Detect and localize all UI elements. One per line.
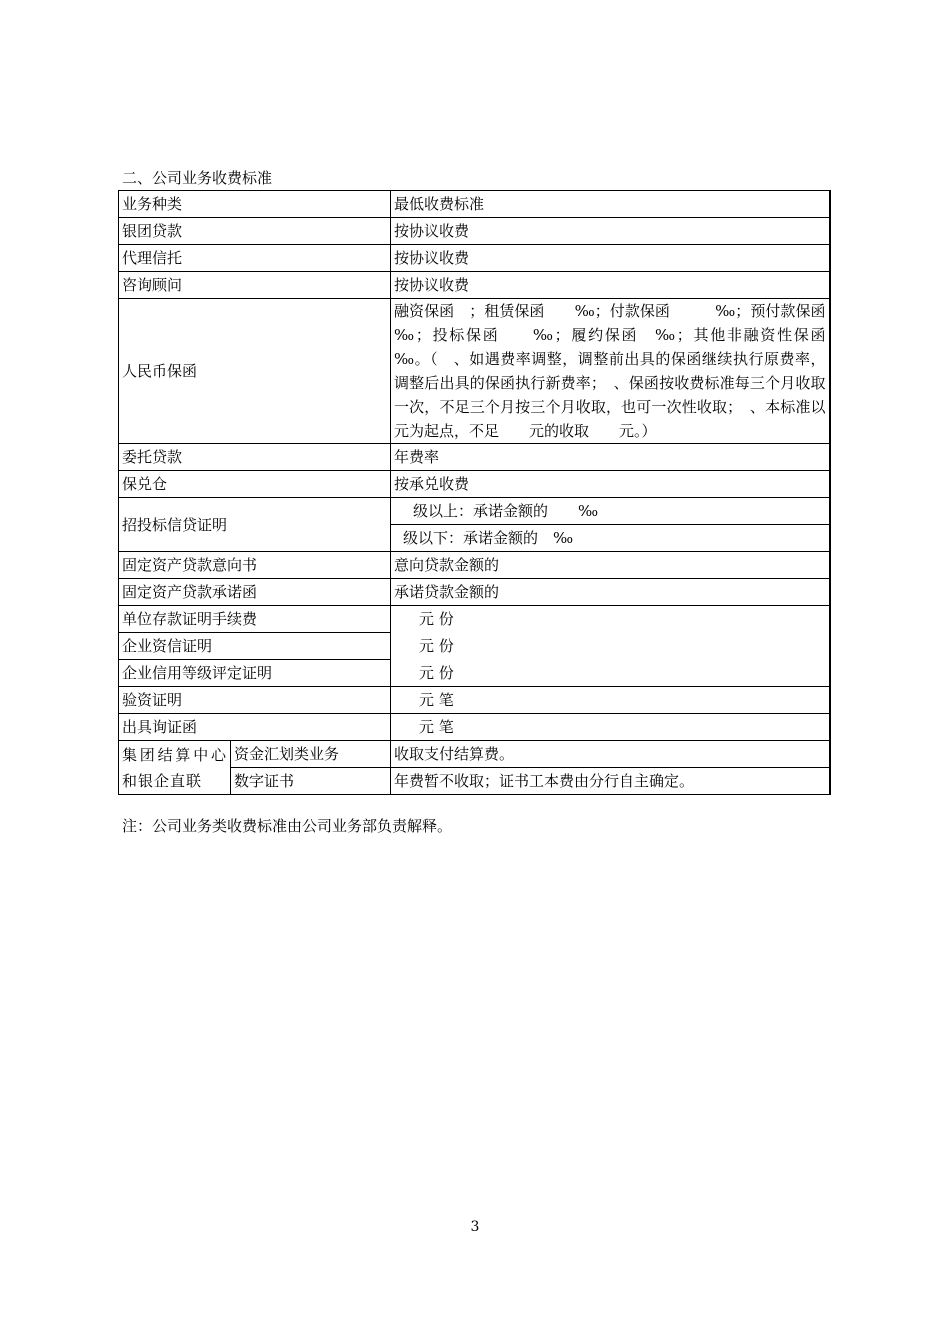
table-row [119, 687, 830, 714]
row-subtype: 数字证书 [231, 768, 391, 795]
row-type: 企业资信证明 [119, 633, 391, 660]
row-type: 验资证明 [119, 687, 391, 714]
table-row [119, 741, 830, 768]
row-standard: 年费率 [391, 444, 830, 471]
header-min-fee: 最低收费标准 [391, 191, 830, 218]
row-standard: 元 份 [391, 633, 830, 660]
table-row [119, 660, 830, 687]
row-standard: 元 笔 [391, 687, 830, 714]
row-type: 咨询顾问 [119, 272, 391, 299]
row-standard: 融资保函 ；租赁保函 ‰；付款保函 ‰；预付款保函 ‰；投标保函 ‰；履约保函 ‰；其他非融资性保函 ‰。（ 、如遇费率调整，调整前出具的保函继续执行原费率，调整后出具的保函执行新费率； 、保函按收费标准每三个月收取一次，不足三个月按三个月收取，也可一次性收取； 、本标准以 元为起点，不足 元的收取 元。） [391, 299, 830, 444]
row-standard: 收取支付结算费。 [391, 741, 830, 768]
table-row [119, 552, 830, 579]
row-standard: 元 份 [391, 660, 830, 687]
section-title: 二、公司业务收费标准 [122, 169, 273, 187]
table-row [119, 606, 830, 633]
table-row [119, 299, 830, 444]
table-row [119, 633, 830, 660]
row-standard: 按协议收费 [391, 272, 830, 299]
row-standard: 元 份 [391, 606, 830, 633]
fee-standard-table [118, 190, 856, 795]
row-standard: 按协议收费 [391, 218, 830, 245]
row-standard: 年费暂不收取；证书工本费由分行自主确定。 [391, 768, 830, 795]
table-row [119, 245, 830, 272]
row-type: 集团结算中心和银企直联 [119, 741, 231, 795]
footnote: 注：公司业务类收费标准由公司业务部负责解释。 [122, 817, 453, 835]
header-business-type: 业务种类 [119, 191, 391, 218]
table-row [119, 471, 830, 498]
table-row [119, 498, 830, 525]
row-standard: 按承兑收费 [391, 471, 830, 498]
row-standard-below: 级以下：承诺金额的 ‰ [391, 525, 830, 552]
table-header-row [119, 191, 830, 218]
row-type: 出具询证函 [119, 714, 391, 741]
table-row [119, 272, 830, 299]
row-type: 委托贷款 [119, 444, 391, 471]
row-type: 银团贷款 [119, 218, 391, 245]
row-type: 固定资产贷款承诺函 [119, 579, 391, 606]
row-type: 招投标信贷证明 [119, 498, 391, 552]
row-standard-above: 级以上：承诺金额的 ‰ [391, 498, 830, 525]
table-row [119, 714, 830, 741]
row-subtype: 资金汇划类业务 [231, 741, 391, 768]
row-standard: 承诺贷款金额的 [391, 579, 830, 606]
row-type: 代理信托 [119, 245, 391, 272]
row-standard: 元 笔 [391, 714, 830, 741]
row-type: 企业信用等级评定证明 [119, 660, 391, 687]
table-row [119, 444, 830, 471]
row-type: 保兑仓 [119, 471, 391, 498]
row-type: 人民币保函 [119, 299, 391, 444]
page-number: 3 [470, 1219, 480, 1235]
row-type: 固定资产贷款意向书 [119, 552, 391, 579]
table-row [119, 218, 830, 245]
table-row [119, 579, 830, 606]
row-standard: 按协议收费 [391, 245, 830, 272]
row-standard: 意向贷款金额的 [391, 552, 830, 579]
row-type: 单位存款证明手续费 [119, 606, 391, 633]
